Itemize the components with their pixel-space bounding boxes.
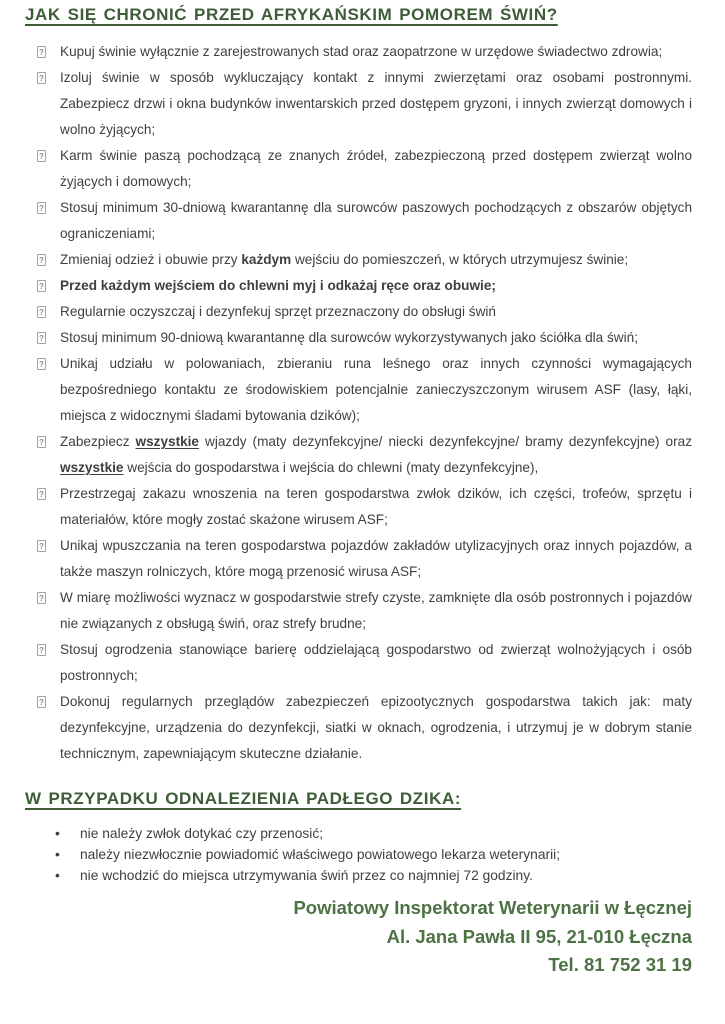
list-item (25, 65, 692, 143)
list-item (25, 585, 692, 637)
list-item (25, 823, 692, 844)
asf-protection-list (25, 39, 692, 767)
contact-organization: Powiatowy Inspektorat Weterynarii w Łęcznej (293, 897, 692, 918)
list-item (25, 351, 692, 429)
list-item-text: Stosuj ogrodzenia stanowiące barierę oddzielającą gospodarstwo od zwierząt wolnożyjących i osób postronnych; (60, 642, 692, 683)
list-item (25, 195, 692, 247)
list-item (25, 325, 692, 351)
missing-glyph-bullet-icon: ? (37, 332, 46, 344)
missing-glyph-bullet-icon: ? (37, 150, 46, 162)
dot-bullet-icon: • (55, 847, 60, 862)
list-item (25, 689, 692, 767)
list-item-text: Unikaj udziału w polowaniach, zbieraniu runa leśnego oraz innych czynności wymagających bezpośredniego kontaktu ze środowiskiem potencjalnie zanieczyszczonym wirusem ASF (lasy, łąki, miejsca z widocznymi śladami bytowania dzików); (60, 356, 692, 423)
list-item (25, 299, 692, 325)
missing-glyph-bullet-icon: ? (37, 306, 46, 318)
list-item (25, 39, 692, 65)
missing-glyph-bullet-icon: ? (37, 254, 46, 266)
list-item (25, 247, 692, 273)
list-item-text: Stosuj minimum 30-dniową kwarantannę dla surowców paszowych pochodzących z obszarów objętych ograniczeniami; (60, 200, 692, 241)
list-item-text: Zabezpiecz wszystkie wjazdy (maty dezynfekcyjne/ niecki dezynfekcyjne/ bramy dezynfekcyjne) oraz wszystkie wejścia do gospodarstwa i wejścia do chlewni (maty dezynfekcyjne), (60, 434, 692, 475)
list-item-text: W miarę możliwości wyznacz w gospodarstwie strefy czyste, zamknięte dla osób postronnych i pojazdów nie związanych z obsługą świń, oraz strefy brudne; (60, 590, 692, 631)
missing-glyph-bullet-icon: ? (37, 488, 46, 500)
list-item-text: Regularnie oczyszczaj i dezynfekuj sprzęt przeznaczony do obsługi świń (60, 304, 496, 319)
missing-glyph-bullet-icon: ? (37, 72, 46, 84)
missing-glyph-bullet-icon: ? (37, 358, 46, 370)
list-item-text: Stosuj minimum 90-dniową kwarantannę dla surowców wykorzystywanych jako ściółka dla świń; (60, 330, 638, 345)
missing-glyph-bullet-icon: ? (37, 540, 46, 552)
missing-glyph-bullet-icon: ? (37, 202, 46, 214)
dead-boar-heading: W PRZYPADKU ODNALEZIENIA PADŁEGO DZIKA: (25, 789, 462, 808)
list-item-text: Dokonuj regularnych przeglądów zabezpieczeń epizootycznych gospodarstwa takich jak: maty dezynfekcyjne, urządzenia do dezynfekcji, siatki w oknach, ogrodzenia, i utrzymuj je w dobrym stanie technicznym, zapewniającym skuteczne działanie. (60, 694, 692, 761)
list-item (25, 844, 692, 865)
list-item-text: Przestrzegaj zakazu wnoszenia na teren gospodarstwa zwłok dzików, ich części, trofeów, sprzętu i materiałów, które mogły zostać skażone wirusem ASF; (60, 486, 692, 527)
list-item (25, 865, 692, 886)
list-item (25, 533, 692, 585)
contact-block (25, 894, 692, 980)
asf-protection-heading: JAK SIĘ CHRONIĆ PRZED AFRYKAŃSKIM POMOREM ŚWIŃ? (25, 5, 558, 24)
list-item-text: nie wchodzić do miejsca utrzymywania świń przez co najmniej 72 godziny. (80, 868, 533, 883)
list-item-text: nie należy zwłok dotykać czy przenosić; (80, 826, 324, 841)
missing-glyph-bullet-icon: ? (37, 644, 46, 656)
missing-glyph-bullet-icon: ? (37, 592, 46, 604)
list-item (25, 143, 692, 195)
list-item (25, 637, 692, 689)
list-item (25, 481, 692, 533)
missing-glyph-bullet-icon: ? (37, 46, 46, 58)
list-item (25, 273, 692, 299)
list-item-text: Kupuj świnie wyłącznie z zarejestrowanych stad oraz zaopatrzone w urzędowe świadectwo zdrowia; (60, 44, 663, 59)
list-item-text: Karm świnie paszą pochodzącą ze znanych źródeł, zabezpieczoną przed dostępem zwierząt wolno żyjących i domowych; (60, 148, 692, 189)
list-item-text: Zmieniaj odzież i obuwie przy każdym wejściu do pomieszczeń, w których utrzymujesz świnie; (60, 252, 629, 267)
list-item-text: Izoluj świnie w sposób wykluczający kontakt z innymi zwierzętami oraz osobami postronnymi. Zabezpiecz drzwi i okna budynków inwentarskich przed dostępem gryzoni, i innych zwierząt domowych i wolno żyjących; (60, 70, 692, 137)
dot-bullet-icon: • (55, 868, 60, 883)
dot-bullet-icon: • (55, 826, 60, 841)
missing-glyph-bullet-icon: ? (37, 696, 46, 708)
dead-boar-instructions-list (25, 823, 692, 886)
list-item-text: Unikaj wpuszczania na teren gospodarstwa pojazdów zakładów utylizacyjnych oraz innych pojazdów, a także maszyn rolniczych, które mogą przenosić wirusa ASF; (60, 538, 692, 579)
contact-phone: Tel. 81 752 31 19 (548, 954, 692, 975)
contact-address: Al. Jana Pawła II 95, 21-010 Łęczna (386, 925, 692, 947)
list-item-text: należy niezwłocznie powiadomić właściwego powiatowego lekarza weterynarii; (80, 847, 561, 862)
missing-glyph-bullet-icon: ? (37, 436, 46, 448)
missing-glyph-bullet-icon: ? (37, 280, 46, 292)
list-item-text: Przed każdym wejściem do chlewni myj i odkażaj ręce oraz obuwie; (60, 278, 496, 293)
list-item (25, 429, 692, 481)
